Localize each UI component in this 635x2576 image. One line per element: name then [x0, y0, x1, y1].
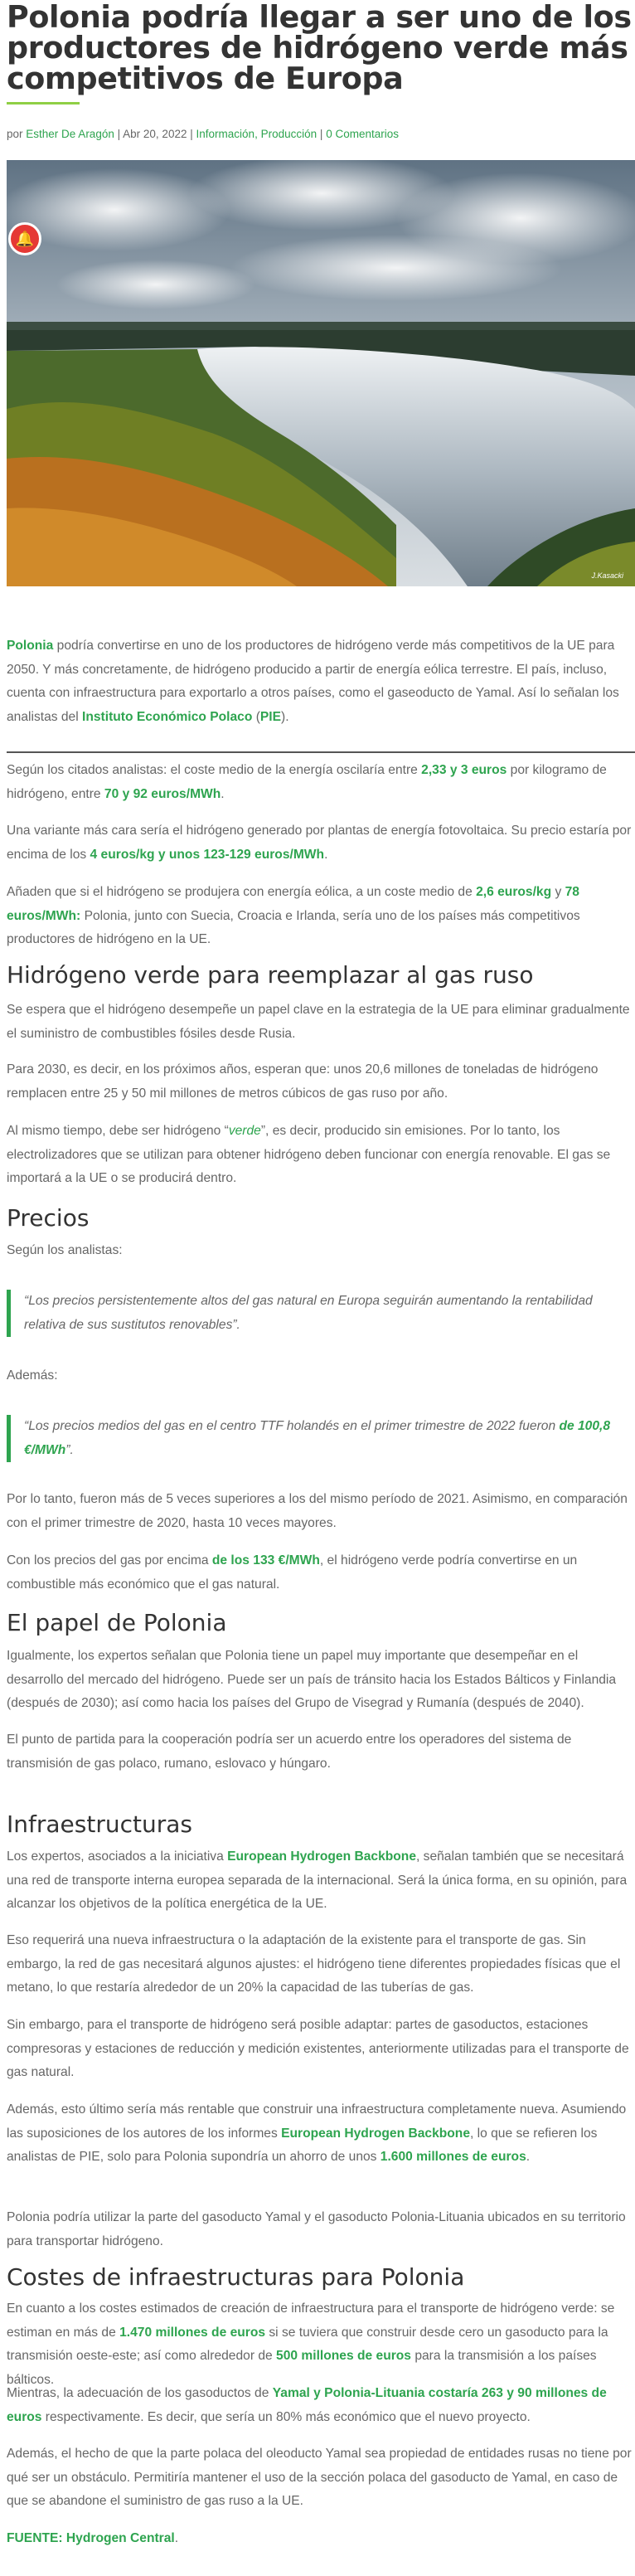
text: Según los citados analistas: el coste medio de la energía oscilaría entre: [7, 763, 422, 777]
text: Según los analistas:: [7, 1243, 123, 1257]
text: , el hidrógeno verde podría convertirse en un combustible más económico que el gas natural.: [7, 1553, 578, 1592]
source-link[interactable]: Hydrogen Central: [65, 2531, 175, 2545]
notification-bell-icon[interactable]: 🔔: [8, 222, 41, 255]
text: , señalan también que se necesitará una red de transporte interna europea separada de la internacional. Será la única forma, en su opinión, para alcanzar los objetivos de la política energética de la UE.: [7, 1849, 628, 1911]
meta-prefix: por: [7, 128, 23, 140]
link-european-hydrogen-backbone[interactable]: European Hydrogen Backbone: [281, 2126, 470, 2141]
quote-text: ”.: [65, 1442, 74, 1457]
post-date: Abr 20, 2022: [123, 128, 187, 140]
author-link[interactable]: Esther De Aragón: [26, 128, 114, 140]
highlight: 500 millones de euros: [276, 2349, 411, 2363]
paragraph: [7, 2206, 635, 2253]
highlight: 4 euros/kg y unos 123-129 euros/MWh: [90, 847, 325, 862]
article-title: Polonia podría llegar a ser uno de los productores de hidrógeno verde más competitivos de Europa: [7, 0, 632, 96]
paragraph: [7, 1549, 635, 1597]
category-link-informacion[interactable]: Información: [196, 128, 255, 140]
text: podría convertirse en uno de los productores de hidrógeno verde más competitivos de la UE para 2050. Y más concretamente, de hidrógeno producido a partir de energía eólica terrestre. El país, incluso, cuenta con infraestructura para exportarlo a otros países, como el gaseoducto de Yamal. Así lo señalan los analistas del: [7, 639, 619, 724]
heading-infraestructuras: Infraestructuras: [7, 1810, 192, 1838]
text: Por lo tanto, fueron más de 5 veces superiores a los del mismo período de 2021. Asimismo, en comparación con el primer trimestre de 2020, hasta 10 veces mayores.: [7, 1492, 628, 1530]
paragraph: [7, 1488, 635, 1535]
link-instituto-economico-polaco[interactable]: Instituto Económico Polaco: [82, 709, 253, 724]
heading-reemplazar: Hidrógeno verde para reemplazar al gas ruso: [7, 961, 534, 989]
category-separator: ,: [254, 128, 258, 140]
text: Además, el hecho de que la parte polaca del oleoducto Yamal sea propiedad de entidades rusas no tiene por qué ser un obstáculo. Permitiría mantener el uso de la sección polaca del gasoducto de Yamal, en caso de que se abandone el suministro de gas ruso a la UE.: [7, 2447, 632, 2508]
paragraph-photovoltaic: [7, 819, 635, 867]
text: Para 2030, es decir, en los próximos años, esperan que: unos 20,6 millones de toneladas de hidrógeno remplacen entre 25 y 50 mil millones de metros cúbicos de gas ruso por año.: [7, 1062, 599, 1101]
paragraph-costs: [7, 759, 635, 806]
text: ”, es decir, producido sin emisiones. Por lo tanto, los electrolizadores que se utilizan para obtener hidrógeno deben funcionar con energía renovable. El gas se importará a la UE o se producirá dentro.: [7, 1124, 611, 1185]
quote-text: “Los precios medios del gas en el centro TTF holandés en el primer trimestre de 2022 fueron: [24, 1419, 560, 1433]
text: , lo que se refieren los analistas de PIE, solo para Polonia supondría un ahorro de unos: [7, 2126, 598, 2164]
text: Con los precios del gas por encima: [7, 1553, 212, 1567]
text: (: [252, 709, 260, 724]
highlight: de 100,8 €/MWh: [24, 1419, 611, 1457]
text: Mientras, la adecuación de los gasoductos de: [7, 2386, 273, 2400]
meta-separator: |: [319, 128, 323, 140]
source-end: .: [174, 2531, 179, 2545]
text: si se tuviera que construir desde cero un gasoducto para la transmisión oeste-este; así como alrededor de: [7, 2325, 608, 2363]
source-line: [7, 2527, 635, 2551]
text: respectivamente. Es decir, que sería un 80% más económico que el nuevo proyecto.: [41, 2409, 531, 2424]
text: Polonia, junto con Suecia, Croacia e Irlanda, sería uno de los países más competitivos productores de hidrógeno en la UE.: [7, 908, 580, 946]
paragraph: [7, 999, 635, 1046]
paragraph: [7, 2297, 635, 2392]
article: [7, 0, 635, 2545]
text: y: [551, 885, 565, 899]
meta-separator: |: [190, 128, 193, 140]
text: .: [324, 847, 328, 862]
text: El punto de partida para la cooperación podría ser un acuerdo entre los operadores del sistema de transmisión de gas polaco, rumano, eslovaco y húngaro.: [7, 1733, 572, 1771]
text: Igualmente, los expertos señalan que Polonia tiene un papel muy importante que desempeñar en el desarrollo del mercado del hidrógeno. Puede ser un país de tránsito hacia los Estados Bálticos y Finlandia (después de 2030); así como hacia los países del Grupo de Visegrad y Rumanía (después de 2040).: [7, 1649, 617, 1710]
highlight: Yamal y Polonia-Lituania costaría 263 y 90 millones de euros: [7, 2386, 607, 2424]
paragraph: [7, 1645, 635, 1716]
image-credit: J.Kasacki: [591, 571, 623, 580]
text: ).: [281, 709, 289, 724]
text: Los expertos, asociados a la iniciativa: [7, 1849, 228, 1864]
text: Además, esto último sería más rentable que construir una infraestructura completamente nueva. Asumiendo las suposiciones de los autores de los informes: [7, 2102, 627, 2141]
text: Una variante más cara sería el hidrógeno generado por plantas de energía fotovoltaica. Su precio estaría por encima de los: [7, 824, 632, 862]
highlight: de los 133 €/MWh: [211, 1553, 320, 1567]
text: Eso requerirá una nueva infraestructura o la adaptación de la existente para el transporte de gas. Sin embargo, la red de gas necesitará algunos ajustes: el hidrógeno tiene diferentes propiedades físicas que el metano, lo que restaría alrededor de un 20% la capacidad de las tuberías de gas.: [7, 1933, 621, 1995]
text: por kilogramo de hidrógeno, entre: [7, 763, 607, 801]
lake-landscape-photo: [7, 160, 635, 586]
source-label: FUENTE:: [7, 2531, 63, 2545]
highlight: verde: [228, 1124, 261, 1138]
paragraph: [7, 1845, 635, 1917]
link-polonia[interactable]: Polonia: [7, 639, 54, 653]
highlight: 2,33 y 3 euros: [421, 763, 507, 777]
text: Además:: [7, 1368, 58, 1383]
paragraph: [7, 1058, 635, 1106]
paragraph: [7, 1364, 635, 1388]
paragraph: [7, 2442, 635, 2514]
paragraph: [7, 2382, 635, 2429]
heading-papel: El papel de Polonia: [7, 1609, 227, 1636]
featured-image: [7, 160, 635, 586]
link-pie[interactable]: PIE: [259, 709, 282, 724]
highlight: 2,6 euros/kg: [476, 885, 552, 899]
text: Se espera que el hidrógeno desempeñe un papel clave en la estrategia de la UE para eliminar gradualmente el suministro de combustibles fósiles desde Rusia.: [7, 1003, 630, 1041]
paragraph: [7, 2098, 635, 2170]
text: Sin embargo, para el transporte de hidrógeno será posible adaptar: partes de gasoductos, estaciones compresoras y estaciones de reducción y medición existentes, anteriormente utilizadas para el transporte de gas natural.: [7, 2018, 629, 2079]
paragraph: [7, 1929, 635, 2000]
highlight: 70 y 92 euros/MWh: [104, 786, 221, 801]
blockquote: [7, 1290, 635, 1337]
comments-link[interactable]: 0 Comentarios: [326, 128, 399, 140]
paragraph-wind: [7, 881, 635, 952]
highlight: 1.470 millones de euros: [119, 2325, 266, 2340]
blockquote: [7, 1415, 635, 1462]
quote-text: “Los precios persistentemente altos del gas natural en Europa seguirán aumentando la rentabilidad relativa de sus sustitutos renovables”.: [24, 1294, 593, 1332]
heading-precios: Precios: [7, 1204, 90, 1232]
paragraph: [7, 1239, 635, 1263]
highlight: 78 euros/MWh:: [7, 885, 579, 923]
paragraph: [7, 1120, 635, 1191]
highlight: 1.600 millones de euros: [380, 2150, 526, 2164]
text: En cuanto a los costes estimados de creación de infraestructura para el transporte de hidrógeno verde: se estiman en más de: [7, 2301, 615, 2340]
link-european-hydrogen-backbone[interactable]: European Hydrogen Backbone: [227, 1849, 416, 1864]
title-underline: [7, 102, 80, 104]
paragraph-intro: [7, 634, 635, 729]
meta-separator: |: [117, 128, 121, 140]
divider: [7, 751, 635, 753]
text: Polonia podría utilizar la parte del gasoducto Yamal y el gasoducto Polonia-Lituania ubicados en su territorio para transportar hidrógeno.: [7, 2210, 626, 2248]
text: Al mismo tiempo, debe ser hidrógeno “: [7, 1124, 229, 1138]
paragraph: [7, 1728, 635, 1776]
text: .: [526, 2150, 531, 2164]
post-meta: [7, 128, 635, 144]
paragraph: [7, 2014, 635, 2085]
heading-costes: Costes de infraestructuras para Polonia: [7, 2263, 465, 2291]
category-link-produccion[interactable]: Producción: [260, 128, 318, 140]
text: Añaden que si el hidrógeno se produjera con energía eólica, a un coste medio de: [7, 885, 477, 899]
text: para la transmisión a los países bálticos.: [7, 2349, 597, 2387]
text: .: [221, 786, 225, 801]
